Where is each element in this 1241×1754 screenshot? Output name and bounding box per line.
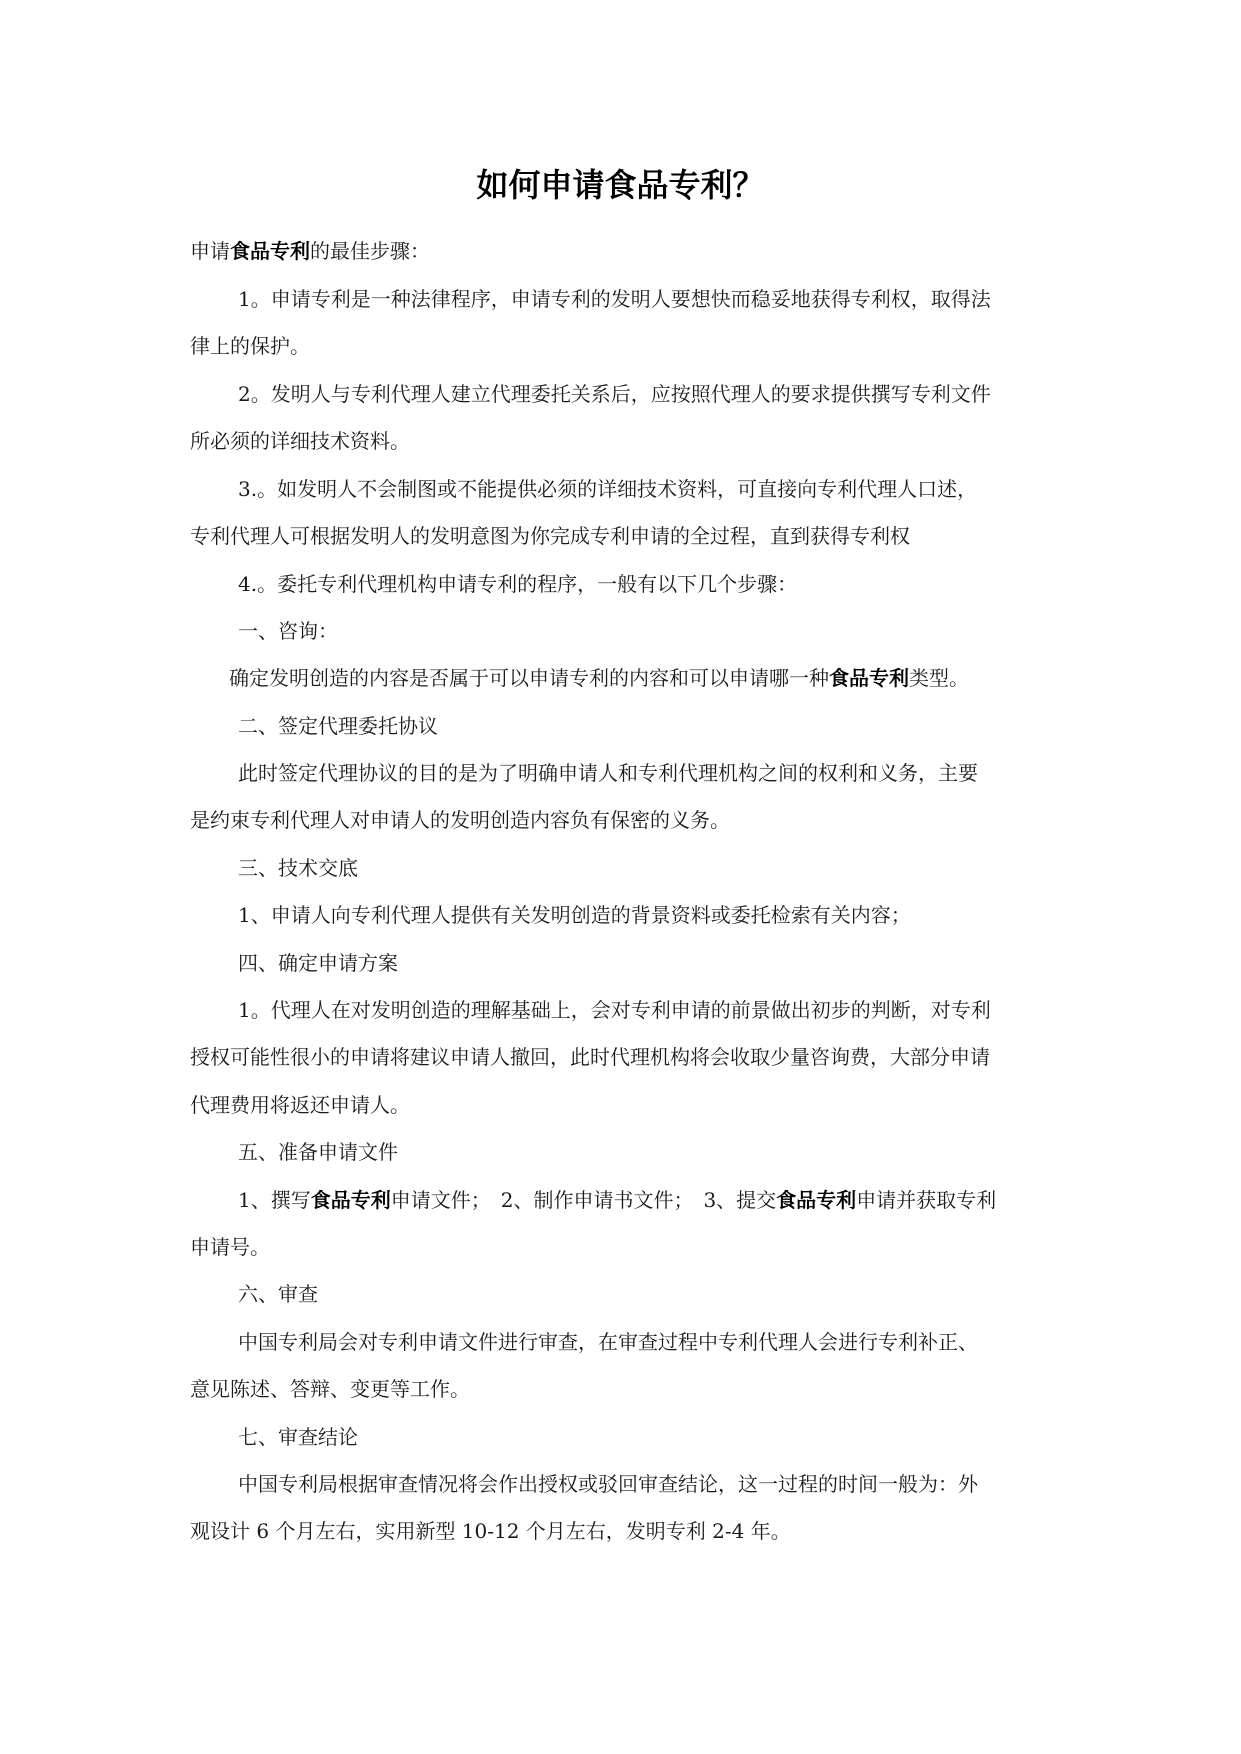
section-5-c: 申请文件； 2、制作申请书文件； 3、提交	[390, 1188, 777, 1212]
section-2-line-2: 是约束专利代理人对申请人的发明创造内容负有保密的义务。	[190, 808, 730, 832]
intro-post: 的最佳步骤：	[310, 239, 430, 263]
section-2-heading: 二、签定代理委托协议	[238, 714, 438, 738]
section-5-a: 1、撰写	[238, 1188, 311, 1212]
section-3-line-1: 1、申请人向专利代理人提供有关发明创造的背景资料或委托检索有关内容；	[238, 903, 911, 927]
section-1-body	[229, 665, 969, 691]
section-1-pre: 确定发明创造的内容是否属于可以申请专利的内容和可以申请哪一种	[229, 666, 829, 690]
step-4-line: 4.。委托专利代理机构申请专利的程序，一般有以下几个步骤：	[238, 572, 798, 596]
keyword-food-patent: 食品专利	[230, 239, 310, 263]
step-3-line-1: 3.。如发明人不会制图或不能提供必须的详细技术资料，可直接向专利代理人口述，	[238, 477, 978, 501]
section-7-line-1: 中国专利局根据审查情况将会作出授权或驳回审查结论，这一过程的时间一般为：外	[238, 1472, 978, 1496]
section-4-line-1: 1。代理人在对发明创造的理解基础上，会对专利申请的前景做出初步的判断，对专利	[238, 998, 991, 1022]
section-4-line-2: 授权可能性很小的申请将建议申请人撤回，此时代理机构将会收取少量咨询费，大部分申请	[190, 1045, 990, 1069]
keyword-food-patent: 食品专利	[310, 1188, 391, 1212]
step-2-line-1: 2。发明人与专利代理人建立代理委托关系后，应按照代理人的要求提供撰写专利文件	[238, 382, 991, 406]
keyword-food-patent: 食品专利	[776, 1188, 857, 1212]
step-1-line-1: 1。申请专利是一种法律程序，申请专利的发明人要想快而稳妥地获得专利权，取得法	[238, 287, 991, 311]
step-2-line-2: 所必须的详细技术资料。	[190, 429, 410, 453]
section-4-heading: 四、确定申请方案	[238, 951, 398, 975]
section-5-heading: 五、准备申请文件	[238, 1140, 398, 1164]
document-title: 如何申请食品专利？	[476, 166, 765, 204]
section-4-line-3: 代理费用将返还申请人。	[190, 1093, 410, 1117]
section-7-line-2: 观设计 6 个月左右，实用新型 10-12 个月左右，发明专利 2-4 年。	[190, 1519, 791, 1543]
section-1-post: 类型。	[909, 666, 969, 690]
step-1-line-2: 律上的保护。	[190, 334, 310, 358]
section-6-line-2: 意见陈述、答辩、变更等工作。	[190, 1377, 470, 1401]
section-3-heading: 三、技术交底	[238, 856, 358, 880]
section-7-heading: 七、审查结论	[238, 1425, 358, 1449]
keyword-food-patent: 食品专利	[829, 666, 909, 690]
intro-pre: 申请	[190, 239, 230, 263]
section-5-line-1	[238, 1187, 996, 1213]
section-5-e: 申请并获取专利	[856, 1188, 997, 1212]
section-6-heading: 六、审查	[238, 1282, 318, 1306]
section-6-line-1: 中国专利局会对专利申请文件进行审查，在审查过程中专利代理人会进行专利补正、	[238, 1330, 978, 1354]
intro-line	[190, 238, 430, 264]
section-1-heading: 一、咨询：	[238, 619, 338, 643]
step-3-line-2: 专利代理人可根据发明人的发明意图为你完成专利申请的全过程，直到获得专利权	[190, 524, 910, 548]
section-2-line-1: 此时签定代理协议的目的是为了明确申请人和专利代理机构之间的权利和义务，主要	[238, 761, 978, 785]
section-5-line-2: 申请号。	[190, 1235, 270, 1259]
